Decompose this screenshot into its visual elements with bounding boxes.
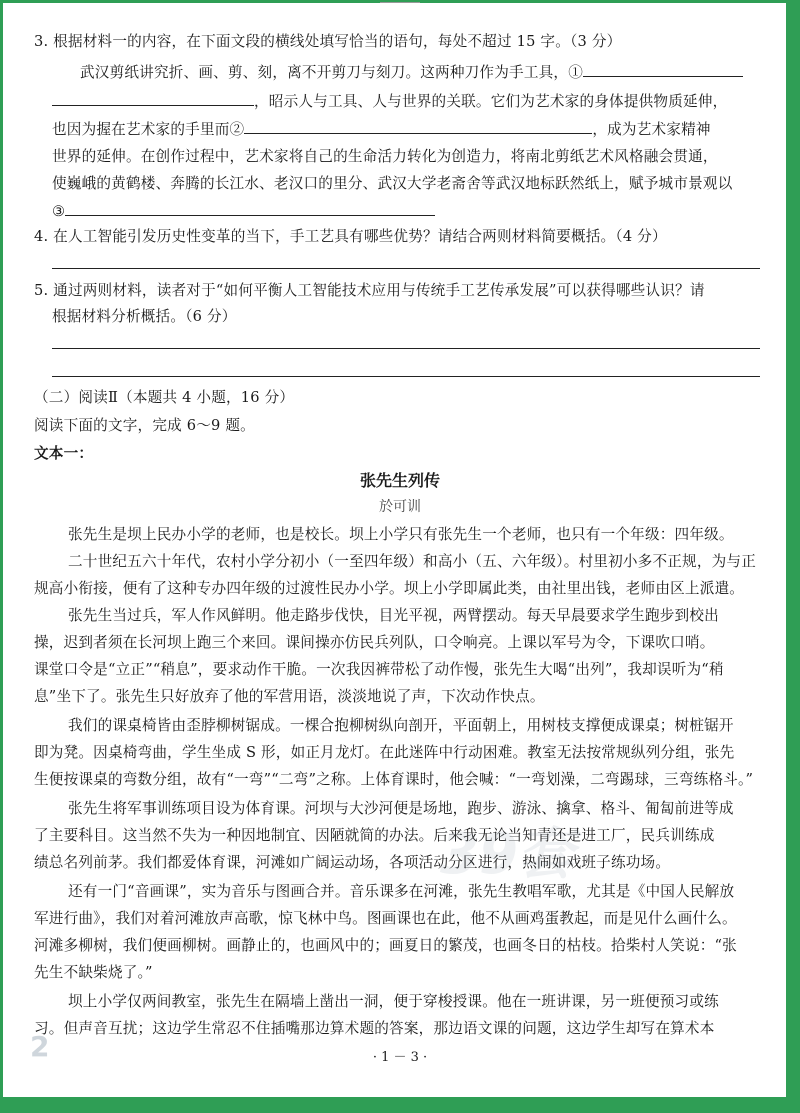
article-line: 张先生将军事训练项目设为体育课。河坝与大沙河便是场地，跑步、游泳、擒拿、格斗、匍匐前进等成 xyxy=(68,800,734,817)
article-line: 军进行曲》，我们对着河滩放声高歌，惊飞林中鸟。图画课也在此，他不从画鸡蛋教起，而是见什么画什么。 xyxy=(34,910,737,927)
article-line: 即为凳。因桌椅弯曲，学生坐成 S 形，如正月龙灯。在此迷阵中行动困难。教室无法按常规纵列分组，张先 xyxy=(34,744,735,761)
q3-line-3-text: ，昭示人与工具、人与世界的关联。它们为艺术家的身体提供物质延伸， xyxy=(254,93,728,110)
text-one-label: 文本一： xyxy=(34,445,94,462)
q3-line-7 xyxy=(52,199,435,220)
article-line: 二十世纪五六十年代，农村小学分初小（一至四年级）和高小（五、六年级）。村里初小多不正规，为与正 xyxy=(68,553,757,570)
q3-line-4 xyxy=(52,117,711,139)
top-mark xyxy=(380,0,420,3)
q5-line-1: 5. 通过两则材料，读者对于“如何平衡人工智能技术应用与传统手工艺传承发展”可以获得哪些认识？请 xyxy=(34,282,705,299)
answer-blank-2[interactable] xyxy=(244,117,592,134)
article-line: 坝上小学仅两间教室，张先生在隔墙上凿出一洞，便于穿梭授课。他在一班讲课，另一班便预习或练 xyxy=(68,993,719,1010)
q3-line-2-text: 武汉剪纸讲究折、画、剪、刻，离不开剪刀与刻刀。这两种刀作为手工具，① xyxy=(80,64,583,81)
q5-answer-line-1[interactable] xyxy=(52,348,760,349)
answer-blank-1a[interactable] xyxy=(583,60,743,77)
q3-line-4a-text: 也因为握在艺术家的手里而② xyxy=(52,121,245,138)
article-line: 我们的课桌椅皆由歪脖柳树锯成。一棵合抱柳树纵向剖开，平面朝上，用树枝支撑便成课桌；树桩锯开 xyxy=(68,717,734,734)
q4-answer-line[interactable] xyxy=(52,268,760,269)
corner-page-number: 2 xyxy=(30,1030,50,1063)
watermark-logo: 39套 xyxy=(440,822,574,887)
article-line: 习。但声音互扰；这边学生常忍不住插嘴那边算术题的答案，那边语文课的问题，这边学生却写在算术本 xyxy=(34,1020,715,1037)
article-author: 於可训 xyxy=(379,499,421,515)
article-line: 先生不缺柴烧了。” xyxy=(34,964,153,981)
article-line: 生便按课桌的弯数分组，故有“一弯”“二弯”之称。上体育课时，他会喊：“一弯划澡，二弯踢球，三弯练格斗。” xyxy=(34,771,754,788)
article-line: 课堂口令是“立正”“稍息”，要求动作干脆。一次我因裤带松了动作慢，张先生大喝“出列”，我却误听为“稍 xyxy=(34,661,724,678)
article-line: 张先生是坝上民办小学的老师，也是校长。坝上小学只有张先生一个老师，也只有一个年级：四年级。 xyxy=(68,526,734,543)
q3-line-4b-text: ，成为艺术家精神 xyxy=(592,121,711,138)
q5-answer-line-2[interactable] xyxy=(52,376,760,377)
q3-line-5: 世界的延伸。在创作过程中，艺术家将自己的生命活力转化为创造力，将南北剪纸艺术风格融会贯通， xyxy=(52,148,718,165)
answer-blank-1b[interactable] xyxy=(52,89,254,106)
q3-line-2 xyxy=(80,60,743,82)
article-line: 规高小衔接，便有了这种专办四年级的过渡性民办小学。坝上小学即属此类，由社里出钱，老师由区上派遣。 xyxy=(34,580,745,597)
answer-blank-3[interactable] xyxy=(65,199,435,216)
section-instruction: 阅读下面的文字，完成 6～9 题。 xyxy=(34,417,255,434)
article-line: 了主要科目。这当然不失为一种因地制宜、因陋就简的办法。后来我无论当知青还是进工厂，民兵训练成 xyxy=(34,827,715,844)
article-line: 张先生当过兵，军人作风鲜明。他走路步伐快，目光平视，两臂摆动。每天早晨要求学生跑步到校出 xyxy=(68,607,719,624)
q5-line-2: 根据材料分析概括。（6 分） xyxy=(52,308,237,325)
article-line: 操，迟到者须在长河坝上跑三个来回。课间操亦仿民兵列队，口令响亮。上课以军号为令，下课吹口哨。 xyxy=(34,634,715,651)
q3-line-6: 使巍峨的黄鹤楼、奔腾的长江水、老汉口的里分、武汉大学老斋舍等武汉地标跃然纸上，赋予城市景观以 xyxy=(52,175,733,192)
page-number: · 1 － 3 · xyxy=(372,1050,428,1065)
section-heading: （二）阅读Ⅱ（本题共 4 小题，16 分） xyxy=(34,389,295,406)
article-line: 绩总名列前茅。我们都爱体育课，河滩如广阔运动场，各项活动分区进行，热闹如戏班子练功场。 xyxy=(34,854,671,871)
q3-line-1: 3. 根据材料一的内容，在下面文段的横线处填写恰当的语句，每处不超过 15 字。（3 分） xyxy=(34,33,622,50)
q3-line-7-text: ③ xyxy=(52,203,66,220)
article-title: 张先生列传 xyxy=(359,471,440,490)
article-line: 河滩多柳树，我们便画柳树。画静止的，也画风中的；画夏日的繁茂，也画冬日的枯枝。拾柴村人笑说：“张 xyxy=(34,937,737,954)
article-line: 息”坐下了。张先生只好放弃了他的军营用语，淡淡地说了声，下次动作快点。 xyxy=(34,688,545,705)
q4-text: 4. 在人工智能引发历史性变革的当下，手工艺具有哪些优势？请结合两则材料简要概括。（4 分） xyxy=(34,228,667,245)
q3-line-3 xyxy=(52,89,727,111)
article-line: 还有一门“音画课”，实为音乐与图画合并。音乐课多在河滩，张先生教唱军歌，尤其是《中国人民解放 xyxy=(68,883,735,900)
